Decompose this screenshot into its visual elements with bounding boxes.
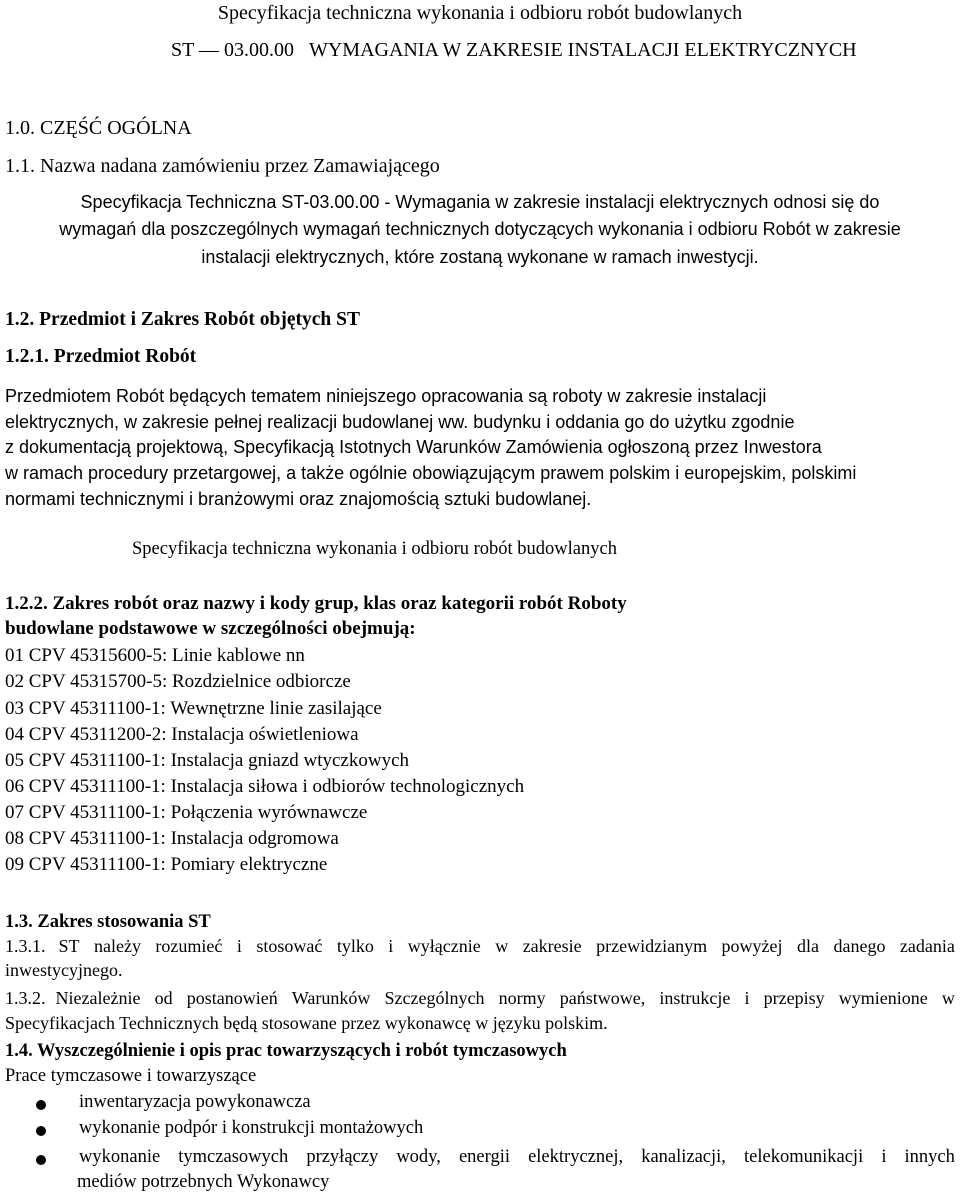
word: wyłącznie: [407, 936, 481, 956]
word: i: [881, 1147, 887, 1167]
bullet-icon: [36, 1126, 46, 1136]
cpv-item: 07 CPV 45311100-1: Połączenia wyrównawcze: [5, 802, 368, 823]
bullet-item-justified: [79, 1147, 955, 1168]
section-1-2-1-heading: 1.2.1. Przedmiot Robót: [5, 346, 197, 367]
word: należy: [93, 936, 141, 956]
section-1-3-1-continuation: inwestycyjnego.: [5, 960, 123, 980]
word: i: [388, 936, 394, 956]
word: zakresie: [522, 936, 582, 956]
word: stosować: [256, 936, 323, 956]
section-1-3-1-justified: [59, 936, 956, 957]
section-1-4-heading: 1.4. Wyszczególnienie i opis prac towarzyszących i robót tymczasowych: [5, 1041, 567, 1061]
section-1-2-2-heading: 1.2.2. Zakres robót oraz nazwy i kody grup, klas oraz kategorii robót Roboty: [5, 593, 627, 614]
section-1-3-2-continuation: Specyfikacjach Technicznych będą stosowane przez wykonawcę w języku polskim.: [5, 1013, 608, 1033]
section-1-4-intro: Prace tymczasowe i towarzyszące: [5, 1066, 257, 1086]
bullet-item-continuation: mediów potrzebnych Wykonawcy: [77, 1172, 330, 1192]
word: w: [495, 936, 509, 956]
section-1-1-para-line: wymagań dla poszczególnych wymagań technicznych dotyczących wykonania i odbioru Robót w zakresie: [59, 219, 901, 239]
bullet-item: wykonanie podpór i konstrukcji montażowych: [79, 1118, 424, 1138]
word: energii: [458, 1147, 510, 1167]
word: Niezależnie: [55, 988, 141, 1008]
section-1-3-2-line: [5, 988, 955, 1009]
cpv-item: 09 CPV 45311100-1: Pomiary elektryczne: [5, 854, 328, 875]
section-1-1-para-line: Specyfikacja Techniczna ST-03.00.00 - Wymagania w zakresie instalacji elektrycznych odnosi się do: [80, 192, 880, 212]
document-title: Specyfikacja techniczna wykonania i odbioru robót budowlanych: [217, 2, 743, 24]
section-1-2-1-para-line: w ramach procedury przetargowej, a także ogólnie obowiązującym prawem polskim i europejskim, polskimi: [5, 463, 857, 483]
bullet-icon: [36, 1100, 46, 1110]
section-1-2-1-para-line: Przedmiotem Robót będących tematem niniejszego opracowania są roboty w zakresie instalacji: [5, 386, 767, 406]
cpv-item: 06 CPV 45311100-1: Instalacja siłowa i odbiorów technologicznych: [5, 776, 525, 797]
section-1-1-heading: 1.1. Nazwa nadana zamówieniu przez Zamawiającego: [5, 155, 440, 177]
cpv-item: 01 CPV 45315600-5: Linie kablowe nn: [5, 645, 305, 666]
section-1-2-1-para-line: z dokumentacją projektową, Specyfikacją Istotnych Warunków Zamówienia ogłoszoną przez Inwestora: [5, 437, 822, 457]
word: postanowień: [186, 988, 278, 1008]
word: tylko: [336, 936, 374, 956]
cpv-item: 05 CPV 45311100-1: Instalacja gniazd wtyczkowych: [5, 750, 410, 771]
cpv-item: 08 CPV 45311100-1: Instalacja odgromowa: [5, 828, 339, 849]
word: telekomunikacji: [744, 1147, 864, 1167]
word: państwowe,: [559, 988, 646, 1008]
word: zadania: [899, 936, 955, 956]
section-1-3-heading: 1.3. Zakres stosowania ST: [5, 912, 211, 932]
word: w: [941, 988, 955, 1008]
word: elektrycznej,: [528, 1147, 624, 1167]
cpv-item: 04 CPV 45311200-2: Instalacja oświetleniowa: [5, 724, 359, 745]
word: ST: [58, 936, 80, 956]
word: danego: [833, 936, 886, 956]
section-1-3-2-justified: [56, 988, 956, 1009]
section-1-2-2-heading: budowlane podstawowe w szczególności obejmują:: [5, 618, 416, 639]
bullet-item: inwentaryzacja powykonawcza: [79, 1092, 311, 1112]
word: rozumieć: [155, 936, 223, 956]
word: przepisy: [763, 988, 825, 1008]
section-1-3-1-line: [5, 936, 955, 957]
repeat-page-header: Specyfikacja techniczna wykonania i odbioru robót budowlanych: [132, 539, 617, 559]
cpv-item: 03 CPV 45311100-1: Wewnętrzne linie zasilające: [5, 698, 382, 719]
word: normy: [498, 988, 546, 1008]
section-1-2-1-para-line: elektrycznych, w zakresie pełnej realizacji budowlanej ww. budynku i oddania go do użytku zgodnie: [5, 412, 795, 432]
st-title: WYMAGANIA W ZAKRESIE INSTALACJI ELEKTRYCZNYCH: [308, 39, 857, 61]
word: i: [744, 988, 750, 1008]
word: tymczasowych: [178, 1147, 289, 1167]
word: Szczególnych: [384, 988, 485, 1008]
word: wykonanie: [79, 1147, 161, 1167]
section-1-3-1-number: 1.3.1.: [5, 936, 46, 956]
section-1-2-1-para-line: normami technicznymi i branżowymi oraz znajomością sztuki budowlanej.: [5, 489, 592, 509]
section-1-3-2-number: 1.3.2.: [5, 988, 46, 1008]
word: powyżej: [721, 936, 783, 956]
section-1-0-heading: 1.0. CZĘŚĆ OGÓLNA: [5, 117, 192, 139]
section-1-1-para-line: instalacji elektrycznych, które zostaną wykonane w ramach inwestycji.: [201, 247, 759, 267]
word: Warunków: [291, 988, 371, 1008]
st-title-line: [171, 39, 960, 62]
cpv-item: 02 CPV 45315700-5: Rozdzielnice odbiorcze: [5, 671, 351, 692]
st-code: ST — 03.00.00: [171, 39, 294, 61]
word: wymienione: [838, 988, 928, 1008]
bullet-icon: [36, 1155, 46, 1165]
word: przewidzianym: [596, 936, 708, 956]
word: innych: [904, 1147, 955, 1167]
word: wody,: [396, 1147, 441, 1167]
section-1-2-heading: 1.2. Przedmiot i Zakres Robót objętych ST: [5, 309, 360, 330]
word: i: [236, 936, 242, 956]
word: instrukcje: [659, 988, 731, 1008]
word: kanalizacji,: [641, 1147, 726, 1167]
word: od: [154, 988, 173, 1008]
word: dla: [797, 936, 819, 956]
word: przyłączy: [306, 1147, 379, 1167]
